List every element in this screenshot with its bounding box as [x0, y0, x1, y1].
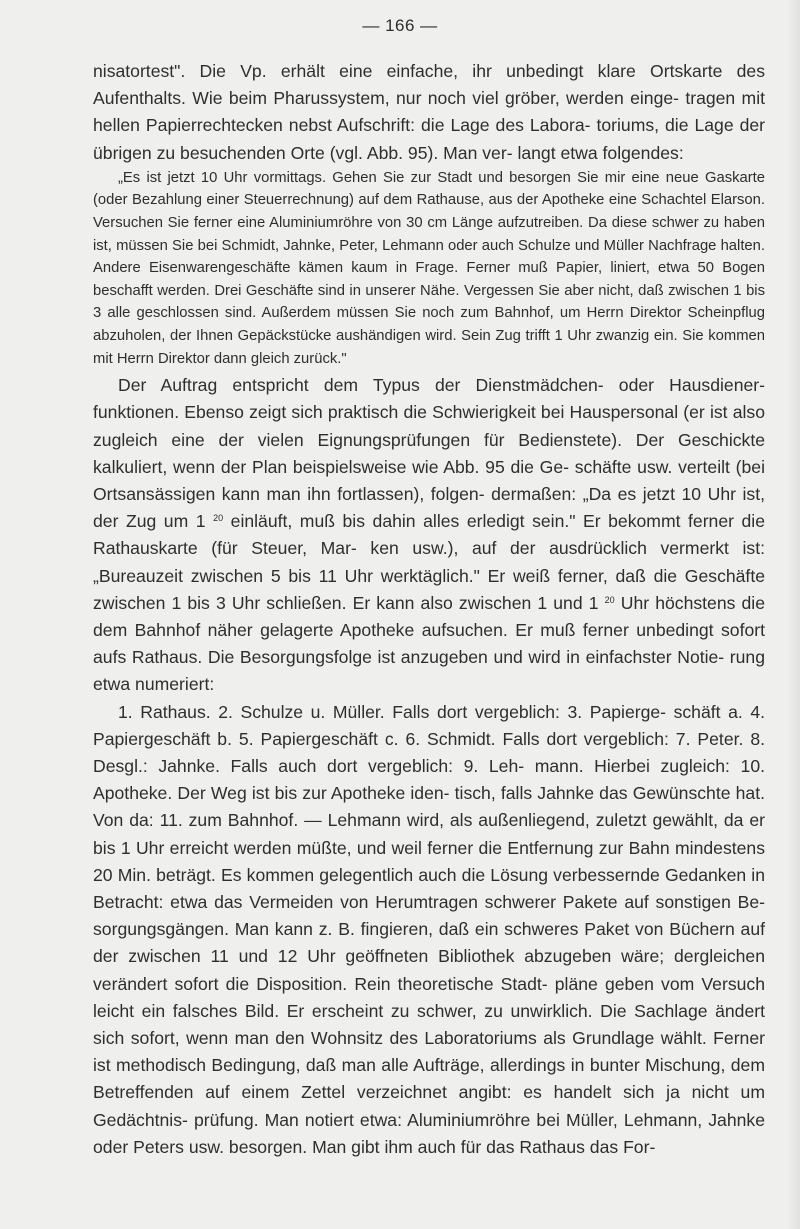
superscript-minutes-1: 20: [213, 513, 224, 524]
superscript-minutes-2: 20: [604, 594, 615, 605]
page-number: — 166 —: [362, 16, 438, 35]
paragraph-intro: nisatortest". Die Vp. erhält eine einfache, ihr unbedingt klare Ortskarte des Aufenthalts. Wie beim Pharussystem, nur noch viel gröber, werden einge- tragen mit hellen Papierrechtecken nebst Aufschrift: die Lage des Labora- toriums, die Lage der übrigen zu besuchenden Orte (vgl. Abb. 95). Man ver- langt etwa folgendes:: [93, 61, 765, 163]
analysis-text-part-1: Der Auftrag entspricht dem Typus der Dienstmädchen- oder Hausdiener- funktionen. Ebenso zeigt sich praktisch die Schwierigkeit bei Hauspersonal (er ist also zugleich eine der vielen Eignungsprüfungen für Bedienstete). Der Geschickte kalkuliert, wenn der Plan beispielsweise wie Abb. 95 die Ge- schäfte usw. verteilt (bei Ortsansässigen kann man ihn fortlassen), folgen- dermaßen: „Da es jetzt 10 Uhr ist, der Zug um 1: [93, 375, 765, 532]
analysis-text-part-2: einläuft, muß bis dahin alles erledigt sein." Er bekommt ferner die Rathauskarte (für Steuer, Mar- ken usw.), auf der ausdrücklich vermerkt ist: „Bureauzeit zwischen 5 bis 11 Uhr werktäglich." Er weiß ferner, daß die Geschäfte zwischen 1 bis 3 Uhr schließen. Er kann also zwischen 1 und 1: [93, 511, 765, 613]
paragraph-analysis: [93, 372, 765, 698]
paragraph-sequence: 1. Rathaus. 2. Schulze u. Müller. Falls dort vergeblich: 3. Papierge- schäft a. 4. Papiergeschäft b. 5. Papiergeschäft c. 6. Schmidt. Falls dort vergeblich: 7. Peter. 8. Desgl.: Jahnke. Falls auch dort vergeblich: 9. Leh- mann. Hierbei zugleich: 10. Apotheke. Der Weg ist bis zur Apotheke iden- tisch, falls Jahnke das Gewünschte hat. Von da: 11. zum Bahnhof. — Lehmann wird, als außenliegend, zuletzt gewählt, da er bis 1 Uhr erreicht werden müßte, und weil ferner die Entfernung zur Bahn mindestens 20 Min. beträgt. Es kommen gelegentlich auch die Lösung verbessernde Gedanken in Betracht: etwa das Vermeiden von Herumtragen schwerer Pakete auf sonstigen Be- sorgungsgängen. Man kann z. B. fingieren, daß ein schweres Paket von Büchern auf der zwischen 11 und 12 Uhr geöffneten Bibliothek abzugeben wäre; dergleichen verändert sofort die Disposition. Rein theoretische Stadt- pläne geben vom Versuch leicht ein falsches Bild. Er erscheint zu schwer, zu unwirklich. Die Sachlage ändert sich sofort, wenn man den Wohnsitz des Laboratoriums als Grundlage wählt. Ferner ist methodisch Bedingung, daß man alle Aufträge, allerdings in bunter Mischung, dem Betreffenden auf einem Zettel verzeichnet angibt: es handelt sich ja nicht um Gedächtnis- prüfung. Man notiert etwa: Aluminiumröhre bei Müller, Lehmann, Jahnke oder Peters usw. besorgen. Man gibt ihm auch für das Rathaus das For-: [93, 701, 765, 1157]
page-edge-shadow: [786, 0, 800, 1229]
analysis-text-part-3: Uhr höchstens die dem Bahnhof näher gelagerte Apotheke aufsuchen. Er muß ferner unbedingt sofort aufs Rathaus. Die Besorgungsfolge ist anzugeben und wird in einfachster Notie- rung etwa numeriert:: [93, 592, 766, 695]
page-body: [93, 58, 765, 1161]
quoted-instruction: „Es ist jetzt 10 Uhr vormittags. Gehen Sie zur Stadt und besorgen Sie mir eine neue Gaskarte (oder Bezahlung einer Steuerrechnung) auf dem Rathause, aus der Apotheke eine Schachtel Elarson. Versuchen Sie ferner eine Aluminiumröhre von 30 cm Länge aufzutreiben. Da diese schwer zu haben ist, müssen Sie bei Schmidt, Jahnke, Peter, Lehmann oder auch Schulze und Müller Nachfrage halten. Andere Eisenwarengeschäfte kämen kaum in Frage. Ferner muß Papier, liniert, etwa 50 Bogen beschafft werden. Drei Geschäfte sind in unserer Nähe. Vergessen Sie aber nicht, daß zwischen 1 bis 3 alle geschlossen sind. Außerdem müssen Sie noch zum Bahnhof, um Herrn Direktor Scheinpflug abzuholen, der Ihnen Gepäckstücke aushändigen wird. Sein Zug trifft 1 Uhr zwanzig ein. Sie kommen mit Herrn Direktor dann gleich zurück.": [93, 169, 765, 367]
